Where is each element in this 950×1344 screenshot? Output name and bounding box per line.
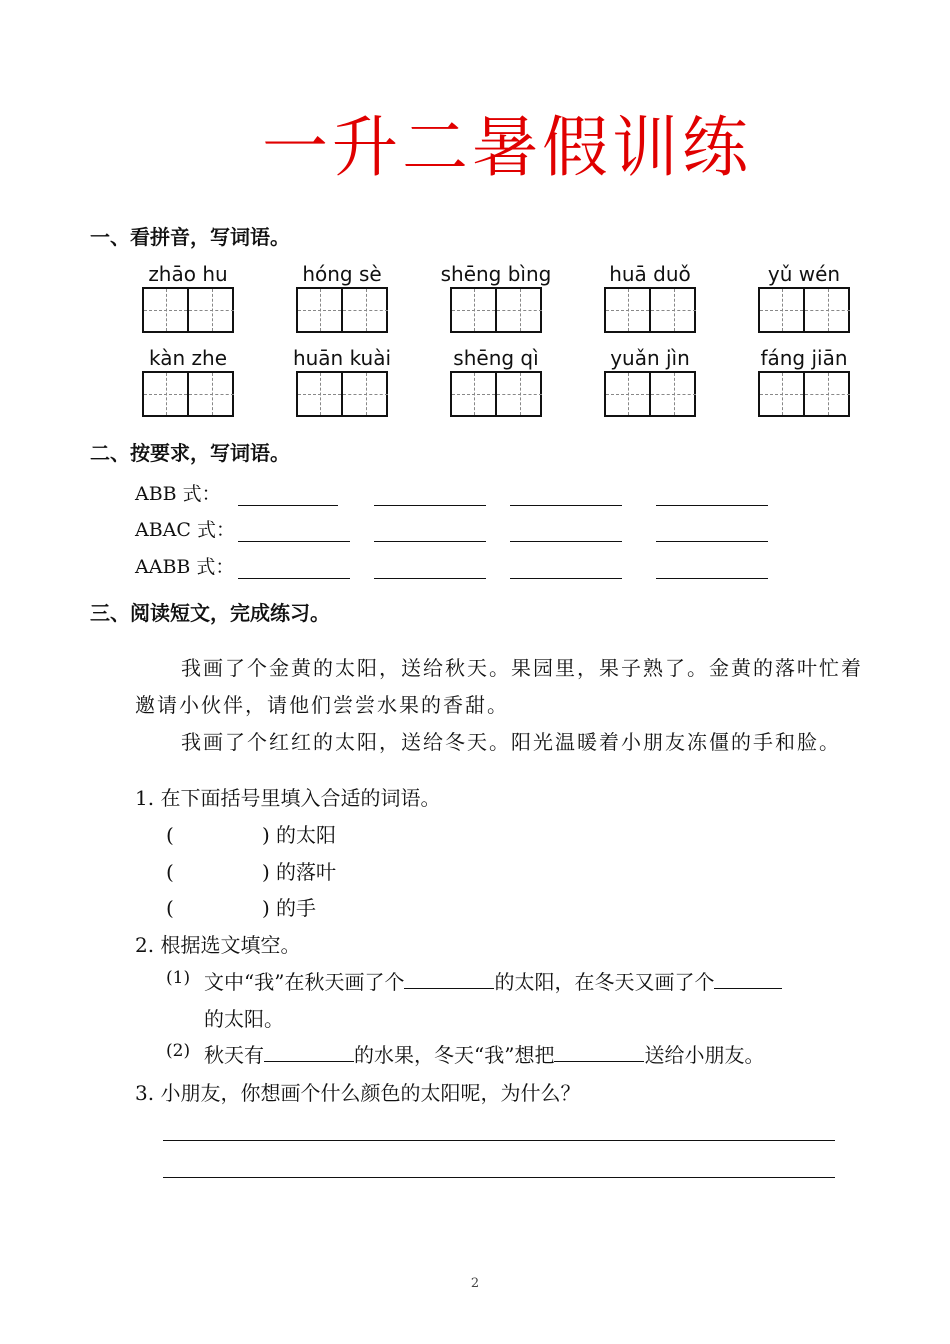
writing-grid[interactable] (604, 371, 696, 417)
answer-blank[interactable] (510, 541, 622, 542)
answer-blank[interactable] (656, 578, 768, 579)
sub-question-mark: (2) (166, 1041, 191, 1061)
sub-question-mark: (1) (166, 968, 191, 988)
pinyin-label: fáng jiān (760, 346, 848, 370)
answer-blank[interactable] (374, 541, 486, 542)
writing-grid[interactable] (450, 287, 542, 333)
page-title: 一升二暑假训练 (262, 109, 752, 186)
sub-question-1-cont: 的太阳。 (204, 1007, 284, 1031)
passage-line: 邀请小伙伴，请他们尝尝水果的香甜。 (135, 693, 509, 717)
writing-grid[interactable] (758, 287, 850, 333)
abb-label: ABB 式： (135, 483, 221, 505)
pinyin-label: huā duǒ (609, 262, 691, 286)
answer-blank[interactable] (374, 578, 486, 579)
pinyin-label: kàn zhe (149, 346, 227, 370)
question-2: 2. 根据选文填空。 (135, 933, 301, 957)
writing-grid[interactable] (296, 371, 388, 417)
pinyin-label: yuǎn jìn (610, 346, 690, 370)
question-1: 1. 在下面括号里填入合适的词语。 (135, 786, 441, 810)
pinyin-label: shēng qì (453, 346, 539, 370)
answer-blank[interactable] (238, 541, 350, 542)
writing-grid[interactable] (296, 287, 388, 333)
pinyin-label: huān kuài (292, 346, 392, 370)
answer-line[interactable] (163, 1177, 835, 1178)
answer-blank[interactable] (510, 578, 622, 579)
text: 送给小朋友。 (644, 1043, 765, 1067)
sub-question-1 (204, 969, 782, 995)
text: 秋天有 (204, 1043, 264, 1067)
pinyin-label: shēng bìng (440, 262, 552, 286)
passage-line: 我画了个红红的太阳，送给冬天。阳光温暖着小朋友冻僵的手和脸。 (181, 730, 841, 754)
pinyin-label: hóng sè (302, 262, 382, 286)
writing-grid[interactable] (758, 371, 850, 417)
fill-item: 的手 (276, 896, 316, 920)
answer-blank[interactable] (404, 970, 494, 989)
answer-blank[interactable] (656, 505, 768, 506)
answer-blank[interactable] (554, 1043, 644, 1062)
paren-open: ( (166, 823, 174, 847)
writing-grid[interactable] (142, 371, 234, 417)
sub-question-2 (204, 1042, 764, 1068)
text: 文中“我”在秋天画了个 (204, 970, 405, 994)
answer-line[interactable] (163, 1140, 835, 1141)
passage-line: 我画了个金黄的太阳，送给秋天。果园里，果子熟了。金黄的落叶忙着 (181, 656, 863, 680)
text: 的太阳，在冬天又画了个 (494, 970, 715, 994)
question-3: 3. 小朋友，你想画个什么颜色的太阳呢，为什么？ (135, 1081, 581, 1105)
fill-item: 的落叶 (276, 860, 336, 884)
pinyin-label: yǔ wén (767, 262, 841, 286)
writing-grid[interactable] (450, 371, 542, 417)
aabb-label: AABB 式： (135, 556, 235, 578)
paren-open: ( (166, 896, 174, 920)
answer-blank[interactable] (510, 505, 622, 506)
answer-blank[interactable] (374, 505, 486, 506)
answer-blank[interactable] (714, 970, 782, 989)
fill-item: 的太阳 (276, 823, 336, 847)
pinyin-label: zhāo hu (148, 262, 228, 286)
abac-label: ABAC 式： (135, 519, 235, 541)
paren-close: ) (262, 823, 270, 847)
paren-close: ) (262, 896, 270, 920)
answer-blank[interactable] (238, 505, 338, 506)
writing-grid[interactable] (604, 287, 696, 333)
paren-open: ( (166, 860, 174, 884)
section-2-heading: 二、按要求，写词语。 (90, 441, 290, 465)
page-number: 2 (470, 1276, 480, 1291)
section-3-heading: 三、阅读短文，完成练习。 (90, 601, 330, 625)
section-1-heading: 一、看拼音，写词语。 (90, 225, 290, 249)
paren-close: ) (262, 860, 270, 884)
writing-grid[interactable] (142, 287, 234, 333)
answer-blank[interactable] (238, 578, 350, 579)
answer-blank[interactable] (264, 1043, 354, 1062)
text: 的水果，冬天“我”想把 (354, 1043, 555, 1067)
answer-blank[interactable] (656, 541, 768, 542)
